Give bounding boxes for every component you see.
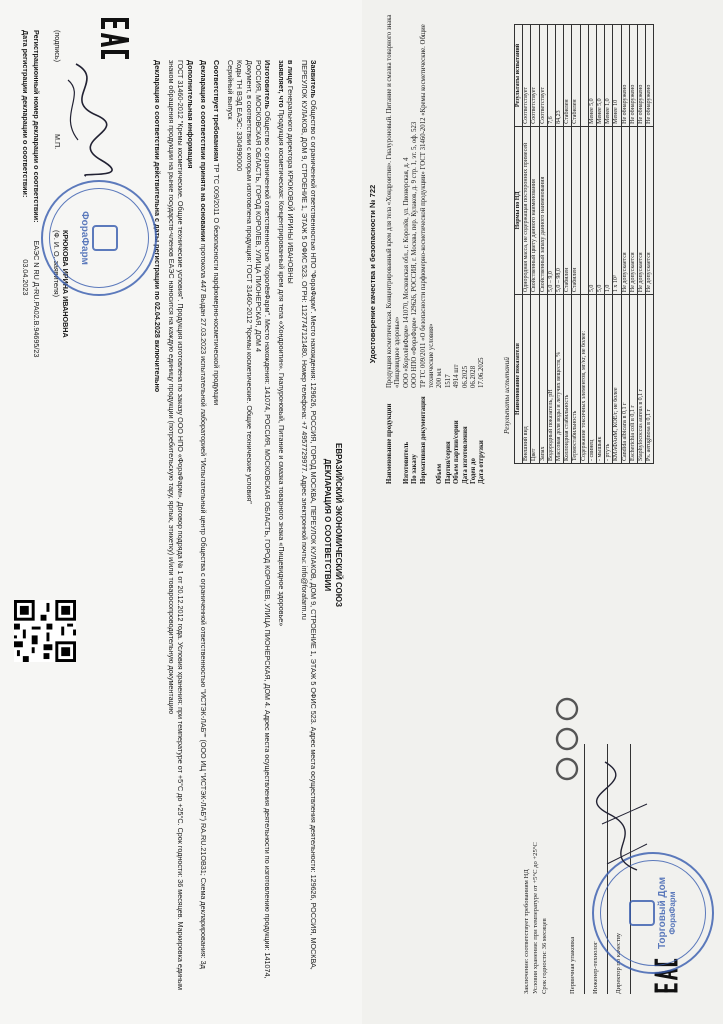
validity-label: Декларация о соответствии действительна с даты регистрации по: [153, 60, 163, 300]
conclusion-text: Заключение: соответствует требованиям НД: [523, 869, 530, 994]
stamp-logo-icon: [93, 225, 119, 251]
results-row: [572, 25, 580, 464]
validity-text: 02.04.2028 включительно: [153, 301, 163, 393]
sign-line-3: Директор по качеству: [608, 744, 631, 994]
person-block: [286, 60, 295, 990]
result-value: 84,23: [556, 25, 564, 127]
stamp-logo-icon: [629, 900, 655, 926]
reg-num: ЕАЭС N RU Д-RU.РА02.В.94695/23: [32, 240, 41, 358]
certificate-field-value: ООО НПО «ФораФарм» 129626, РОССИЯ, г. Москва, пер. Кулаков, д. 9 стр. 1, эт. 5, оф. 523: [411, 121, 419, 388]
certificate-field-label: Наименование продукции: [386, 403, 393, 484]
result-norm: 5,0 – 9,0: [547, 126, 555, 294]
result-norm: Стабилен: [564, 126, 572, 294]
result-parameter: КМАФАнМ, КОЕ/г, не более: [613, 295, 621, 464]
manufacturer-label: Изготовитель: [263, 60, 273, 110]
applicant-text: Общество с ограниченной ответственностью НПО "ФораФарм". Место нахождения: 129626, РОССИЯ, ГОРОД МОСКВА, ПЕРЕУЛОК КУЛАКОВ, ДОМ 9, СТРОЕНИЕ 1, ЭТАЖ 5 ОФИС 523. Адрес места осуществления деятельности: 129626, РОССИЯ, МОСКВА, ПЕРЕУЛОК КУЛАКОВ, ДОМ 9, СТРОЕНИЕ 1, ЭТАЖ 5 ОФИС 523. ОГРН: 1127747121480. Номер телефона: +7 4957729977. Адрес электронной почты: info@forafarm.ru: [299, 60, 318, 970]
results-header-row: [515, 25, 523, 464]
recycle-icons: [552, 694, 582, 784]
certificate-fields: [386, 14, 487, 484]
results-row: [613, 25, 621, 464]
results-row: [638, 25, 646, 464]
basis-block: [199, 60, 208, 990]
certificate-field-value: 200 мл: [436, 368, 444, 388]
result-value: [580, 25, 588, 127]
eac-mark-icon: [98, 16, 132, 60]
conforms-block: [212, 60, 221, 990]
certificate-field-value: ТР ТС 009/2011 «О безопасности парфюмерно-косметической продукции» ГОСТ 31460-2012 «Кремы косметические. Общие технические условия»: [419, 24, 436, 388]
shelf-life-text: Срок годности: 36 месяцев: [541, 918, 548, 994]
quality-certificate: [362, 0, 723, 1024]
results-row: [523, 25, 531, 464]
sign-label: (подпись): [53, 30, 62, 62]
result-value: Стабилен: [572, 25, 580, 127]
result-parameter: Staphylococcus aureus в 0,1 г: [638, 295, 646, 464]
result-parameter: Содержание токсичных элементов, мг/кг, не более:: [580, 295, 588, 464]
results-row: [556, 25, 564, 464]
certificate-field-row: [411, 14, 419, 484]
results-row: [605, 25, 613, 464]
codes-text: Коды ТН ВЭД ЕАЭС: 3304990000: [235, 60, 245, 172]
certificate-field-label: Дата изготовления: [461, 426, 469, 484]
result-norm: 5,0: [597, 126, 605, 294]
certificate-field-row: [403, 14, 411, 484]
result-value: Менее 5,0: [597, 25, 605, 127]
result-norm: Не допускается: [638, 126, 646, 294]
union-title: ЕВРАЗИЙСКИЙ ЭКОНОМИЧЕСКИЙ СОЮЗ: [334, 442, 343, 608]
sign-line-1: Первичная упаковка: [562, 744, 585, 994]
certificate-field-value: 17.06.2025: [478, 357, 486, 388]
signature-scribble-icon: [56, 60, 116, 180]
results-row: [588, 25, 596, 464]
reg-date-label: Дата регистрации декларации о соответствии:: [21, 30, 30, 198]
stamp-right-sub: ФораФарм: [668, 891, 677, 935]
certificate-field-row: [478, 14, 486, 484]
results-row: [564, 25, 572, 464]
result-norm: Однородная масса, не содержащая посторонних примесей: [523, 126, 531, 294]
manufacturer-text: Общество с ограниченной ответственностью "КоролёвФарм". Место нахождения: 141074, РОССИЯ, МОСКОВСКАЯ ОБЛАСТЬ, ГОРОД КОРОЛЕВ, УЛИЦА ПИОНЕРСКАЯ, ДОМ 4. Адрес места осуществления деятельности по изготовлению продукции: 141074, РОССИЯ, МОСКОВСКАЯ ОБЛАСТЬ, ГОРОД КОРОЛЕВ, УЛИЦА ПИОНЕРСКАЯ, ДОМ 4: [253, 60, 273, 979]
storage-text: Условия хранения: при температуре от +5°С до +25°С: [532, 842, 539, 994]
header-results: Результаты испытаний: [515, 25, 523, 127]
results-row: [621, 25, 629, 464]
applicant-block: [299, 60, 318, 990]
result-norm: 5,0: [588, 126, 596, 294]
certificate-field-row: [436, 14, 444, 484]
results-row: [547, 25, 555, 464]
certificate-field-row: [445, 14, 453, 484]
stamp-right-name: Торговый Дом: [657, 876, 668, 950]
certificate-field-row: [386, 14, 403, 484]
in-person-text: Генерального директора КРЮКОВОЙ ИРИНЫ ИВАНОВНЫ: [286, 85, 296, 284]
declares-text: Продукция косметическая: Концентрированный крем для тела «Хондроитин». Гиалуроновый, Питание и смазка товарного знака «Пищевидное здоровье»: [276, 109, 286, 627]
header-norms: Нормы по НД: [515, 126, 523, 294]
certificate-field-value: 06.2025: [461, 365, 469, 388]
reg-num-label: Регистрационный номер декларации о соответствии:: [32, 30, 41, 223]
result-value: Не обнаружено: [629, 25, 637, 127]
result-value: Стабилен: [564, 25, 572, 127]
result-parameter: - ртуть: [605, 295, 613, 464]
stamp-left-name: ФораФарм: [79, 211, 91, 265]
certificate-field-label: Годен до: [470, 458, 478, 484]
manufacturer-block: [254, 60, 273, 990]
validity-block: [153, 60, 162, 990]
qr-code-icon: [14, 600, 76, 662]
result-value: Не обнаружено: [646, 25, 654, 127]
certificate-field-label: Изготовитель: [402, 441, 410, 484]
certificate-title: Удостоверение качества и безопасности № 722: [368, 184, 377, 364]
result-parameter: Водородный показатель, рН: [547, 295, 555, 464]
result-norm: Не допускается: [646, 126, 654, 294]
result-value: Менее 5,0: [588, 25, 596, 127]
certificate-field-row: [420, 14, 437, 484]
certificate-field-label: Партия/серия: [444, 441, 452, 484]
result-value: Соответствует: [523, 25, 531, 127]
result-parameter: Запах: [539, 295, 547, 464]
signer-name: КРЮКОВА ИРИНА ИВАНОВНА: [61, 230, 70, 338]
serial-text: Серийный выпуск: [225, 60, 235, 120]
applicant-label: Заявитель: [309, 60, 318, 99]
result-value: 7,6: [547, 25, 555, 127]
result-parameter: Внешний вид: [523, 295, 531, 464]
certificate-field-value: ООО «КоролёвФарм» 141070, Московская обл., г. Королёв, ул. Пионерская, д. 4: [402, 157, 410, 388]
results-table: [514, 24, 654, 464]
certificate-field-row: [462, 14, 470, 484]
certificate-field-label: По заказу: [411, 454, 419, 484]
certificate-field-label: Объем партии/серии: [453, 420, 461, 484]
results-title: Результаты испытаний: [502, 356, 511, 434]
result-value: Не обнаружено: [638, 25, 646, 127]
results-row: [629, 25, 637, 464]
mp-label: М.П.: [53, 133, 62, 150]
basis-label: Декларация о соответствии принята на основании: [198, 60, 208, 242]
certificate-field-row: [453, 14, 461, 484]
extra-text: ГОСТ 31460-2012 "Кремы косметические. Общие технические условия". Продукция изготовлена по заказу ООО НПО «ФораФарм». Договор подряда № 1 от 20.12.2012 года. Условия хранения: при температуре от +5°С до +25°С. Срок годности: 36 месяцев. Маркировка единым знаком обращения продукции на рынке государств-членов ЕАЭС наносится на каждую единицу продукции (потребительскую тару, ярлык, этикетку) и/или товаросопроводительную документацию: [166, 60, 186, 990]
results-row: [646, 25, 654, 464]
result-norm: 5,0 – 98,0: [556, 126, 564, 294]
declaration-title: ДЕКЛАРАЦИЯ О СООТВЕТСТВИИ: [323, 458, 332, 592]
result-parameter: Коллоидная стабильность: [564, 295, 572, 464]
results-row: [531, 25, 539, 464]
result-norm: Стабилен: [572, 126, 580, 294]
declares-label: заявляет, что: [276, 60, 286, 108]
result-value: Соответствует: [531, 25, 539, 127]
result-value: Соответствует: [539, 25, 547, 127]
result-value: Менее 10: [613, 25, 621, 127]
result-value: Менее 1,0: [605, 25, 613, 127]
conforms-text: ТР ТС 009/2011 О безопасности парфюмерно-косметической продукции: [212, 163, 222, 406]
certificate-field-label: Нормативная документация: [419, 396, 427, 484]
result-value: Не обнаружено: [621, 25, 629, 127]
result-parameter: Цвет: [531, 295, 539, 464]
result-norm: Свойственный цвету данного наименования: [531, 126, 539, 294]
result-norm: Не допускается: [621, 126, 629, 294]
results-row: [597, 25, 605, 464]
result-parameter: Термостабильность: [572, 295, 580, 464]
header-parameter: Наименование показателя: [515, 295, 523, 464]
declares-block: [276, 60, 285, 990]
results-row: [539, 25, 547, 464]
result-norm: 1 х 10³: [613, 126, 621, 294]
result-norm: 1,0: [605, 126, 613, 294]
certificate-field-label: Объем: [436, 463, 444, 484]
company-stamp-left: [41, 180, 157, 296]
result-parameter: - мышьяк: [597, 295, 605, 464]
registration-block: [20, 30, 42, 510]
certificate-field-label: Дата отгрузки: [478, 440, 486, 484]
certificate-field-value: Продукция косметическая. Концентрированный крем для тела «Хондроитин». Гиалуроновый. Питание и смазка товарного знака «Пищевидное здоровье»: [386, 14, 402, 388]
extra-label: Дополнительная информация: [185, 60, 195, 169]
document-text: Документ, в соответствии с которым изготовлена продукция: ГОСТ 31460-2012 "Кремы косметические. Общие технические условия": [244, 60, 254, 504]
results-row: [580, 25, 588, 464]
certificate-field-value: 06.2028: [470, 365, 478, 388]
conforms-label: Соответствует требованиям: [212, 60, 222, 162]
conclusion-block: [522, 744, 549, 994]
in-person-label: в лице: [286, 60, 296, 84]
sign-line-2: Инженер-технолог: [585, 744, 608, 994]
result-parameter: Escherichia coli в 0,1 г: [629, 295, 637, 464]
result-parameter: Массовая доля воды и летучих веществ, %: [556, 295, 564, 464]
reg-date: 03.04.2023: [21, 259, 30, 296]
basis-text: протокола 447 Выдан 27.03.2023 испытательной лабораторией "Испытательный центр Общества с ограниченной ответственностью "ИСТЭК-ЛАБ"" (ООО ИЦ "ИСТЭК-ЛАБ") RA.RU.21ОВ31; Схема декларирования: 3д: [198, 243, 208, 969]
result-norm: Не допускается: [629, 126, 637, 294]
result-norm: Свойственный запаху данного наименования: [539, 126, 547, 294]
certificate-field-value: 1517: [444, 374, 452, 388]
certificate-field-value: 4914 шт: [453, 364, 461, 388]
certificate-field-row: [470, 14, 478, 484]
signature-scribble-icon: [587, 754, 657, 874]
signer-role: (Ф. И. О. заявителя): [51, 230, 61, 298]
result-parameter: - свинец: [588, 295, 596, 464]
result-parameter: Candida albicans в 0,1 г: [621, 295, 629, 464]
result-parameter: Ps. aeruginosa в 0,1 г: [646, 295, 654, 464]
result-norm: [580, 126, 588, 294]
